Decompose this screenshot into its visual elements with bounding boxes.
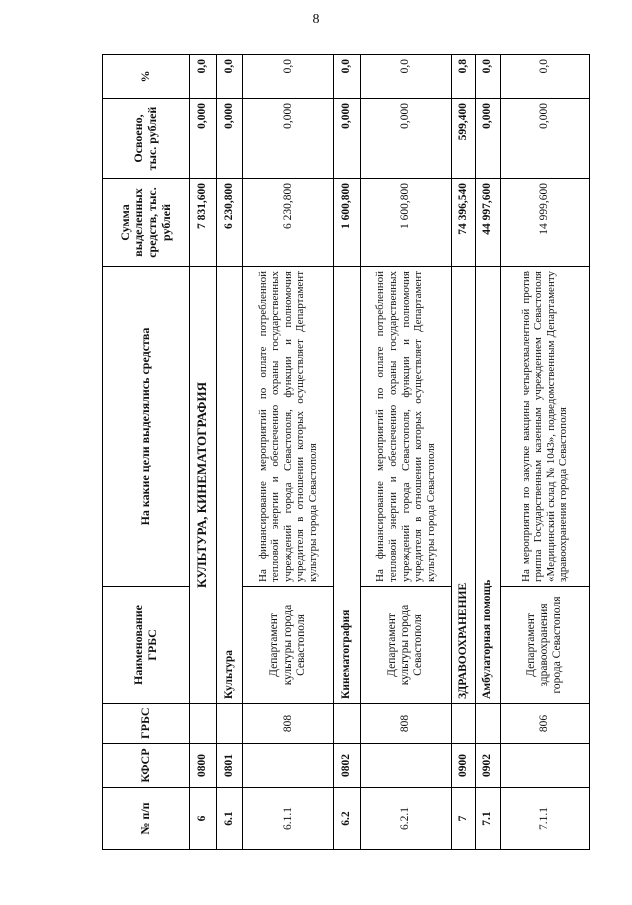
row-amount: 1 600,800 — [360, 179, 451, 267]
header-grbs-name: Наименование ГРБС — [103, 587, 190, 704]
row-spent: 599,400 — [452, 99, 476, 179]
row-kfsr: 0801 — [216, 744, 242, 788]
row-percent: 0,0 — [334, 55, 360, 99]
row-percent: 0,0 — [500, 55, 589, 99]
row-percent: 0,0 — [216, 55, 242, 99]
row-percent: 0,0 — [243, 55, 334, 99]
table-header-row — [103, 55, 190, 850]
row-grbs: 808 — [360, 704, 451, 744]
row-percent: 0,0 — [190, 55, 216, 99]
header-purpose: На какие цели выделялись средства — [103, 267, 190, 587]
row-title: Амбулаторная помощь — [476, 267, 500, 704]
row-spent: 0,000 — [334, 99, 360, 179]
row-percent: 0,0 — [476, 55, 500, 99]
table-row — [476, 55, 500, 850]
table-row — [334, 55, 360, 850]
header-percent: % — [103, 55, 190, 99]
row-spent: 0,000 — [360, 99, 451, 179]
row-grbs — [476, 704, 500, 744]
row-purpose: На мероприятия по закупке вакцины четырехвалентной против гриппа Государственным казенным учреждением Севастополя «Медицинский склад № 1043», подведомственным Департаменту здравоохранения города Севастополя — [500, 267, 589, 587]
row-amount: 6 230,800 — [216, 179, 242, 267]
row-purpose: На финансирование мероприятий по оплате потребленной тепловой энергии и обеспечению охраны государственных учреждений города Севастополя, функции и полномочия учредителя в отношении которых осуществляет Департамент культуры города Севастополя — [243, 267, 334, 587]
row-purpose: На финансирование мероприятий по оплате потребленной тепловой энергии и обеспечению охраны государственных учреждений города Севастополя, функции и полномочия учредителя в отношении которых осуществляет Департамент культуры города Севастополя — [360, 267, 451, 587]
row-grbs — [452, 704, 476, 744]
header-grbs: ГРБС — [103, 704, 190, 744]
table-row — [190, 55, 216, 850]
row-spent: 0,000 — [216, 99, 242, 179]
row-kfsr — [360, 744, 451, 788]
row-kfsr: 0800 — [190, 744, 216, 788]
table-row — [500, 55, 589, 850]
row-num: 6.2.1 — [360, 788, 451, 850]
row-grbs-name: Департамент культуры города Севастополя — [360, 587, 451, 704]
row-kfsr: 0802 — [334, 744, 360, 788]
row-amount: 7 831,600 — [190, 179, 216, 267]
row-spent: 0,000 — [190, 99, 216, 179]
row-kfsr — [500, 744, 589, 788]
row-amount: 44 997,600 — [476, 179, 500, 267]
table-row — [360, 55, 451, 850]
row-spent: 0,000 — [243, 99, 334, 179]
row-num: 7.1.1 — [500, 788, 589, 850]
table-row — [216, 55, 242, 850]
row-title: Кинематография — [334, 267, 360, 704]
table-row — [452, 55, 476, 850]
row-grbs-name: Департамент культуры города Севастополя — [243, 587, 334, 704]
page-number: 8 — [312, 12, 320, 27]
row-num: 7 — [452, 788, 476, 850]
row-title: Культура — [216, 267, 242, 704]
row-grbs-name: Департамент здравоохранения города Севастополя — [500, 587, 589, 704]
row-num: 6 — [190, 788, 216, 850]
table-row — [243, 55, 334, 850]
row-kfsr: 0900 — [452, 744, 476, 788]
row-num: 6.1.1 — [243, 788, 334, 850]
header-amount: Сумма выделенных средств, тыс. рублей — [103, 179, 190, 267]
header-kfsr: КФСР — [103, 744, 190, 788]
row-grbs — [334, 704, 360, 744]
row-spent: 0,000 — [500, 99, 589, 179]
row-num: 6.1 — [216, 788, 242, 850]
row-amount: 6 230,800 — [243, 179, 334, 267]
row-grbs: 806 — [500, 704, 589, 744]
row-num: 7.1 — [476, 788, 500, 850]
row-kfsr — [243, 744, 334, 788]
row-percent: 0,8 — [452, 55, 476, 99]
row-amount: 14 999,600 — [500, 179, 589, 267]
row-grbs: 808 — [243, 704, 334, 744]
row-title: КУЛЬТУРА, КИНЕМАТОГРАФИЯ — [190, 267, 216, 704]
row-kfsr: 0902 — [476, 744, 500, 788]
row-grbs — [190, 704, 216, 744]
row-percent: 0,0 — [360, 55, 451, 99]
row-grbs — [216, 704, 242, 744]
row-spent: 0,000 — [476, 99, 500, 179]
header-spent: Освоено, тыс. рублей — [103, 99, 190, 179]
budget-table — [102, 54, 590, 850]
row-amount: 74 396,540 — [452, 179, 476, 267]
budget-table-rotated — [102, 55, 590, 850]
row-amount: 1 600,800 — [334, 179, 360, 267]
header-num: № п/п — [103, 788, 190, 850]
row-num: 6.2 — [334, 788, 360, 850]
row-title: ЗДРАВООХРАНЕНИЕ — [452, 267, 476, 704]
